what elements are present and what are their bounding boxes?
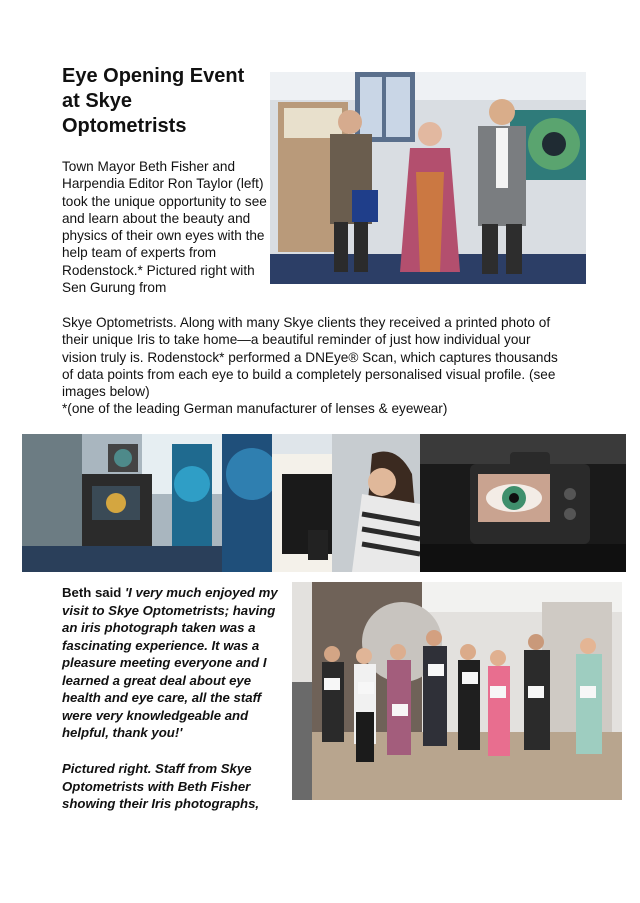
intro-paragraph-full: Skye Optometrists. Along with many Skye clients they received a printed photo of their unique Iris to take home—a beautiful reminder of just how individual your vision truly is. Rodenstock* performed a DNEye® Scan, which captures thousands of data points from each eye to build a completely personalised visual profile. (see images below) (62, 315, 558, 400)
title-line-3: Optometrists (62, 115, 187, 137)
photo-staff-group (292, 582, 622, 800)
article-title (62, 64, 267, 139)
photo-camera-eye-closeup (420, 434, 626, 572)
photo-mayor-editor-optometrist (270, 72, 586, 284)
photo-caption: Pictured right. Staff from Skye Optometrists with Beth Fisher showing their Iris photographs, (62, 761, 260, 811)
quote-text: 'I very much enjoyed my visit to Skye Optometrists; having an iris photograph taken was a fascinating experience. It was a pleasure meeting everyone and I learned a great deal about eye health and eye care, all the staff were very knowledgeable and helpful, thank you!' (62, 585, 278, 740)
quote-paragraph (62, 584, 284, 742)
quote-lead: Beth said (62, 585, 126, 600)
photo-iris-camera-station (22, 434, 222, 572)
footnote: *(one of the leading German manufacturer of lenses & eyewear) (62, 401, 448, 416)
title-line-2: at Skye (62, 90, 133, 112)
photo-iris-scan-in-progress (222, 434, 420, 572)
title-line-1: Eye Opening Event (62, 65, 245, 87)
intro-paragraph-left: Town Mayor Beth Fisher and Harpendia Editor Ron Taylor (left) took the unique opportunity to see and learn about the beauty and physics of their own eyes with the help team of experts from Rodenstock.* Pictured right with Sen Gurung from (62, 159, 267, 296)
